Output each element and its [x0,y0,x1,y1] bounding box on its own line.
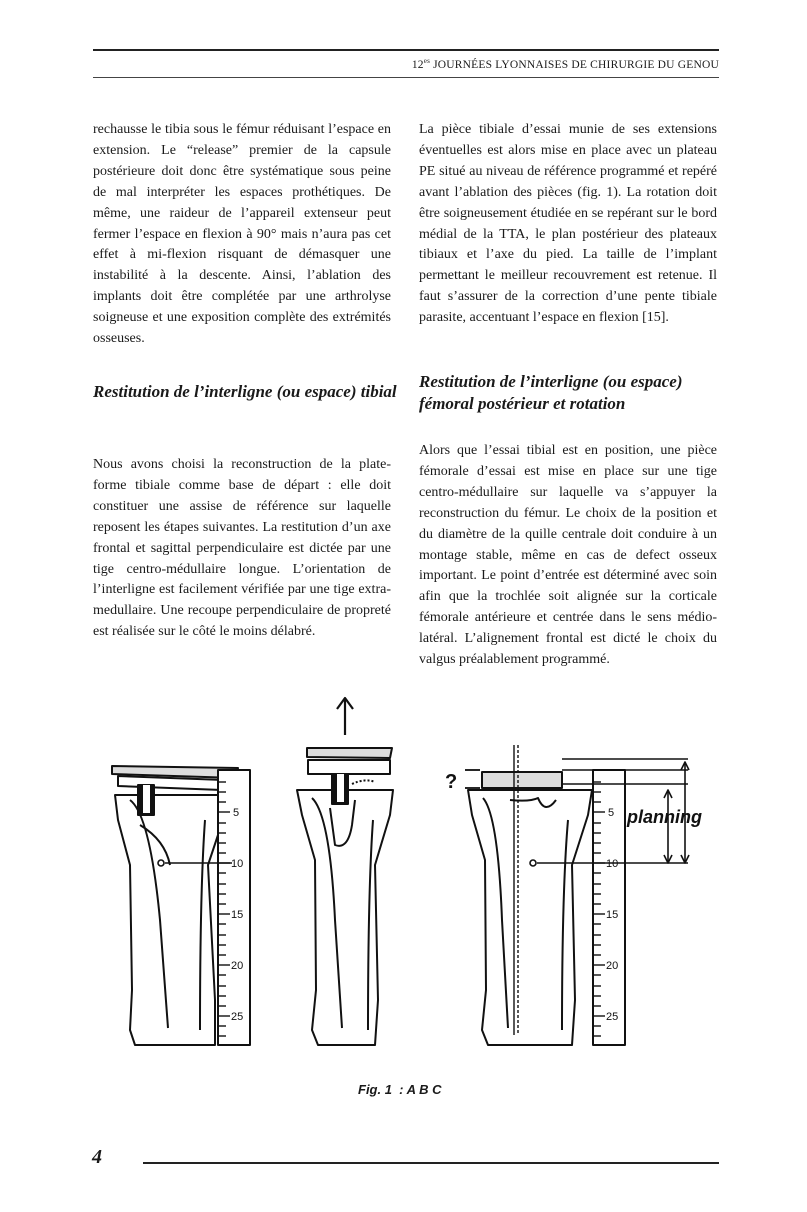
ruler-c-label-10: 10 [606,858,619,870]
header-rule-bottom [93,77,719,78]
tibia-b-drawing [297,790,393,1045]
figure-caption: Fig. 1 : A B C [358,1082,442,1097]
tibia-c-implant [482,745,562,1035]
ruler-c-label-15: 15 [606,909,619,921]
planning-label: planning [627,807,702,827]
tibia-a-drawing [115,795,226,1045]
tibia-c-drawing [468,790,592,1045]
ruler-a-label-25: 25 [231,1011,244,1023]
footer-rule [143,1162,719,1164]
ruler-a-label-20: 20 [231,960,244,972]
running-head: $12^{es}$ JOURNÉES LYONNAISES DE CHIRURGIE DU GENOU [411,57,719,71]
ruler-a-label-10: 10 [231,858,244,870]
figure-1-tibia-diagrams [90,690,730,1075]
right-paragraph-2: Alors que l’essai tibial est en position, une pièce fémorale d’essai est mise en place sur une tige centro-médullaire sur laquelle va s’appuyer la reconstruction du fémur. Le choix de la position et du diamètre de la quille centrale doit conduire à un montage stable, même en cas de defect osseux important. Le point d’entrée est déterminé avec soin afin que la trochlée soit alignée sur la corticale fémorale antérieure et centrée dans le sens médio-latéral. L’alignement frontal est dicté le choix du valgus préalablement programmé. [419,443,717,668]
ruler-c-label-25: 25 [606,1011,619,1023]
right-section-heading: Restitution de l’interligne (ou espace) fémoral postérieur et rotation [419,372,683,413]
left-section-heading: Restitution de l’interligne (ou espace) tibial [93,382,397,401]
ruler-c-label-20: 20 [606,960,619,972]
up-arrow [337,698,353,735]
left-paragraph-1: rechausse le tibia sous le fémur réduisant l’espace en extension. Le “release” premier de la capsule postérieure doit donc être systématique sous peine de mal interpréter les espaces prothétiques. De même, une raideur de l’appareil extenseur peut fermer l’espace en flexion à 90° mais n’aura pas cet effet à mi-flexion risquant de démasquer une instabilité à la descente. Ainsi, l’ablation des implants doit être complétée par une arthrolyse soigneuse et une exposition complète des extrémités osseuses. [93,122,391,347]
ruler-c-label-5: 5 [608,807,615,819]
ruler-a-label-15: 15 [231,909,244,921]
tibia-b-implant [307,748,392,804]
right-paragraph-1: La pièce tibiale d’essai munie de ses extensions éventuelles est alors mise en place avec un plateau PE situé au niveau de référence programmé et repéré avant l’ablation des pièces (fig. 1). La rotation doit être soigneusement étudiée en se repérant sur le bord médial de la TTA, le plan postérieur des plateaux tibiaux et l’axe du pied. La taille de l’implant permettant le meilleur recouvrement est retenue. Il faut s’assurer de la correction d’une pente tibiale parasite, accentuant l’espace en flexion [15]. [419,122,717,326]
left-paragraph-2: Nous avons choisi la reconstruction de la plate-forme tibiale comme base de départ : elle doit constituer une assise de référence sur laquelle reposent les étapes suivantes. La restitution d’un axe frontal et sagittal perpendiculaire est dictée par une tige centro-médullaire longue. L’orientation de l’interligne est facilement vérifiée par une tige extra-medullaire. Une recoupe perpendiculaire de propreté est réalisée sur le côté le moins délabré. [93,457,391,640]
header-rule-top [93,49,719,51]
question-bracket [465,770,480,788]
ruler-a-label-5: 5 [233,807,240,819]
question-mark: ? [445,771,458,793]
page-number: 4 [92,1146,102,1168]
